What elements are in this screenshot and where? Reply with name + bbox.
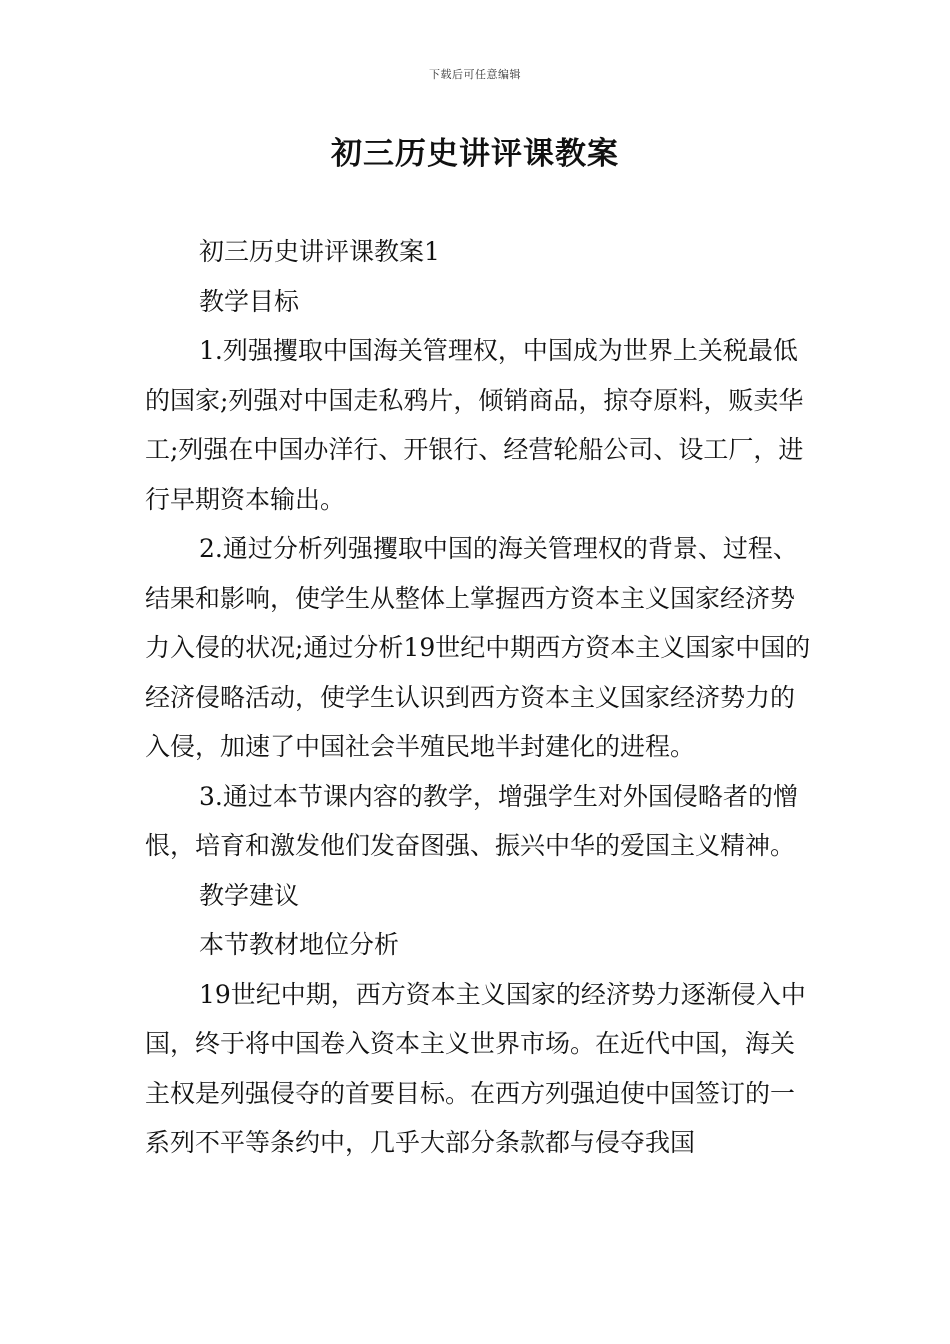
subtitle-paragraph: 初三历史讲评课教案1 xyxy=(199,237,440,266)
goal-paragraph-1: 1.列强攫取中国海关管理权，中国成为世界上关税最低的国家;列强对中国走私鸦片，倾销商品，掠夺原料，贩卖华工;列强在中国办洋行、开银行、经营轮船公司、设工厂，进行早期资本输出。 xyxy=(145,336,804,514)
goal-paragraph-3: 3.通过本节课内容的教学，增强学生对外国侵略者的憎恨，培育和激发他们发奋图强、振兴中华的爱国主义精神。 xyxy=(145,781,798,860)
heading-teaching-suggestions: 教学建议 xyxy=(199,880,300,910)
header-note: 下载后可任意编辑 xyxy=(429,68,521,81)
document-title: 初三历史讲评课教案 xyxy=(331,136,619,172)
document-body xyxy=(145,227,815,1168)
goal-paragraph-2: 2.通过分析列强攫取中国的海关管理权的背景、过程、结果和影响，使学生从整体上掌握西方资本主义国家经济势力入侵的状况;通过分析19世纪中期西方资本主义国家中国的经济侵略活动，使学生认识到西方资本主义国家经济势力的入侵，加速了中国社会半殖民地半封建化的进程。 xyxy=(145,534,811,761)
heading-teaching-goals: 教学目标 xyxy=(199,286,300,316)
analysis-paragraph: 19世纪中期，西方资本主义国家的经济势力逐渐侵入中国，终于将中国卷入资本主义世界市场。在近代中国，海关主权是列强侵夺的首要目标。在西方列强迫使中国签订的一系列不平等条约中，几乎大部分条款都与侵夺我国 xyxy=(145,979,806,1157)
heading-material-analysis: 本节教材地位分析 xyxy=(199,930,400,959)
